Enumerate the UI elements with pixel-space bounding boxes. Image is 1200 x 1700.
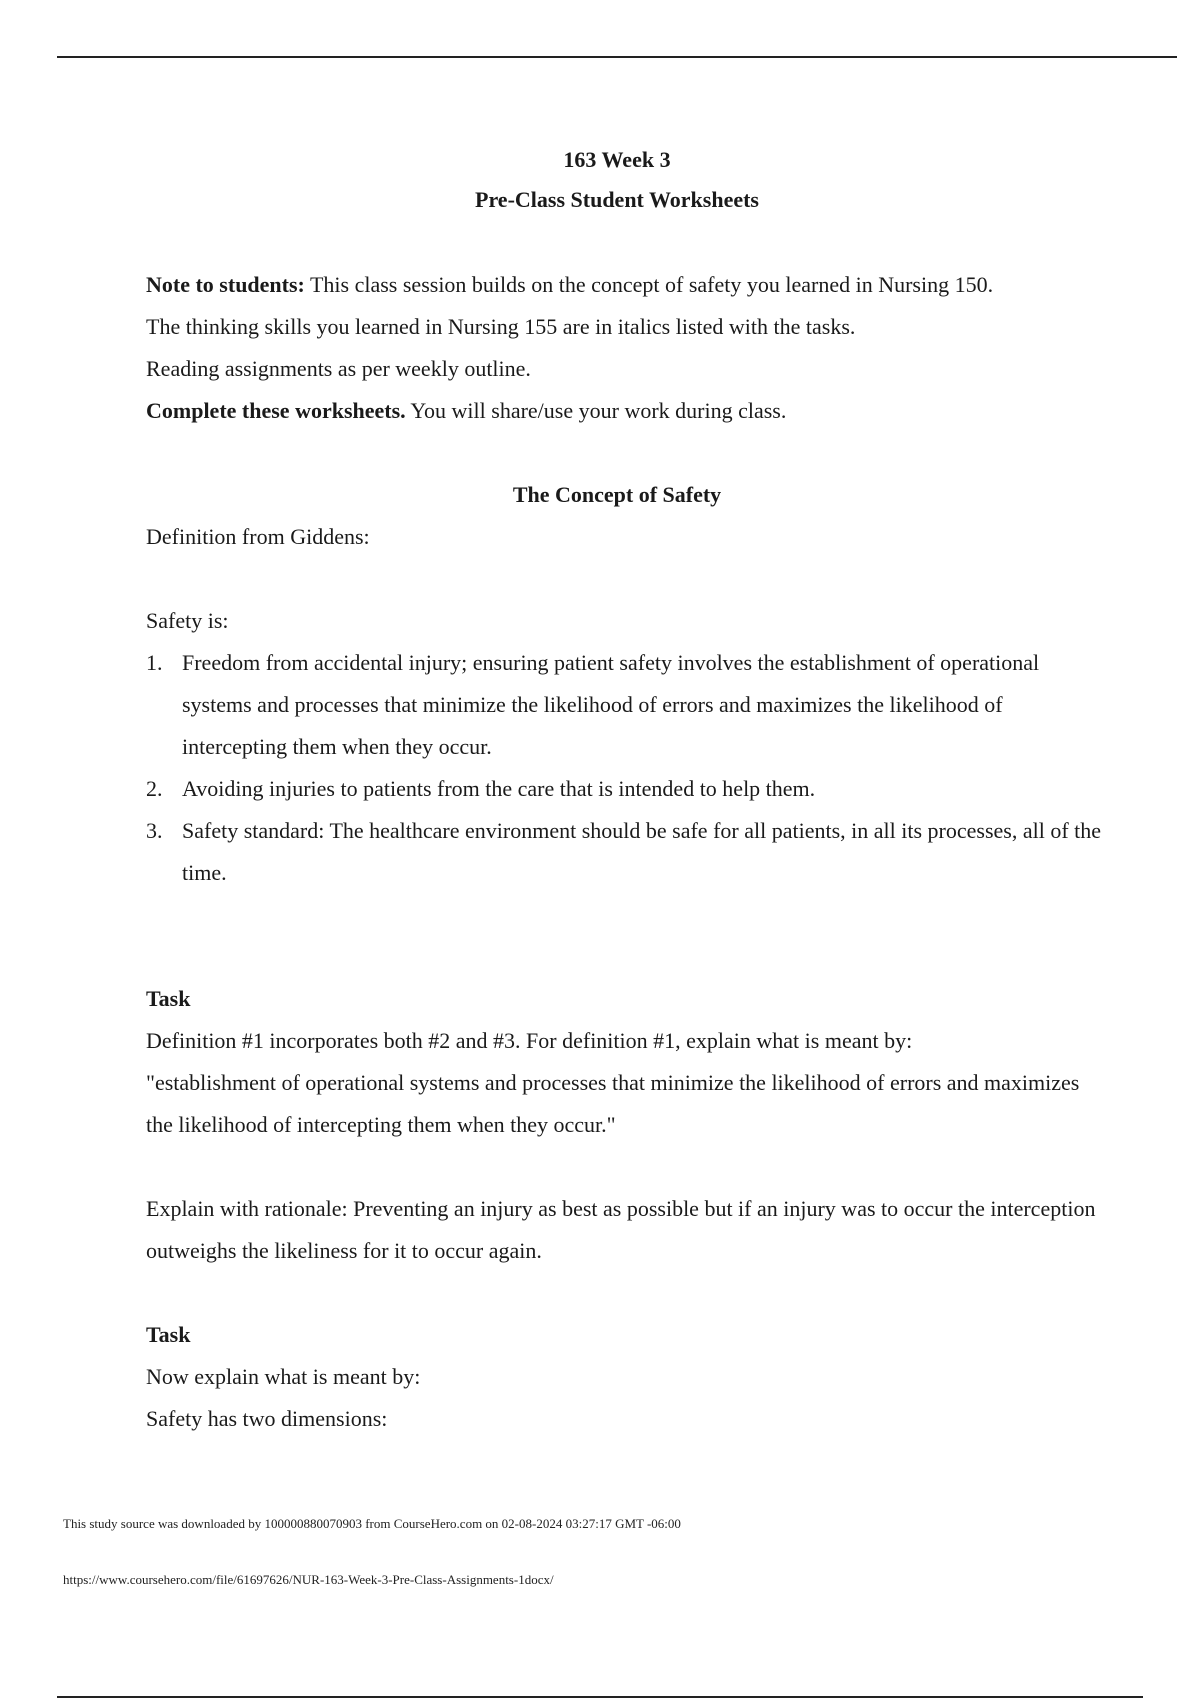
list-text: Safety standard: The healthcare environment should be safe for all patients, in all its processes, all of the time. xyxy=(182,818,1102,885)
title-line-1: 163 Week 3 xyxy=(563,147,671,172)
section-heading: The Concept of Safety xyxy=(512,482,722,507)
intro-line-2: The thinking skills you learned in Nursing 155 are in italics listed with the tasks. xyxy=(146,314,856,339)
top-rule xyxy=(57,56,1177,58)
document-title xyxy=(146,140,1088,220)
note-paragraph xyxy=(146,264,1106,306)
task-2-dimensions: Safety has two dimensions: xyxy=(146,1406,388,1431)
title-line-2: Pre-Class Student Worksheets xyxy=(475,187,759,212)
list-item xyxy=(146,768,1106,810)
document-body xyxy=(146,140,1106,1440)
task-1-label-text: Task xyxy=(146,986,191,1011)
task-1-prompt: Definition #1 incorporates both #2 and #3. For definition #1, explain what is meant by: xyxy=(146,1028,913,1053)
source-url: https://www.coursehero.com/file/61697626/NUR-163-Week-3-Pre-Class-Assignments-1docx/ xyxy=(63,1572,554,1587)
safety-is-label: Safety is: xyxy=(146,608,229,633)
task-2-label-text: Task xyxy=(146,1322,191,1347)
intro-line-3: Reading assignments as per weekly outline. xyxy=(146,356,531,381)
task-2-prompt: Now explain what is meant by: xyxy=(146,1364,421,1389)
list-item xyxy=(146,810,1106,894)
list-number: 1. xyxy=(146,650,163,675)
list-number: 2. xyxy=(146,776,163,801)
definition-label: Definition from Giddens: xyxy=(146,524,370,549)
list-text: Avoiding injuries to patients from the care that is intended to help them. xyxy=(182,776,816,801)
complete-label: Complete these worksheets. xyxy=(146,398,406,423)
task-1-label xyxy=(146,978,1106,1020)
task-1-answer: Explain with rationale: Preventing an injury as best as possible but if an injury was to occur the interception outweighs the likeliness for it to occur again. xyxy=(146,1196,1096,1263)
task-2-label xyxy=(146,1314,1106,1356)
complete-text: You will share/use your work during class. xyxy=(405,398,787,423)
note-text: This class session builds on the concept of safety you learned in Nursing 150. xyxy=(304,272,994,297)
list-number: 3. xyxy=(146,818,163,843)
list-text: Freedom from accidental injury; ensuring patient safety involves the establishment of operational systems and processes that minimize the likelihood of errors and maximizes the likelihood of intercepting them when they occur. xyxy=(182,650,1040,759)
list-item xyxy=(146,642,1106,768)
safety-definition-list xyxy=(146,642,1106,894)
task-1-quote: "establishment of operational systems and processes that minimize the likelihood of errors and maximizes the likelihood of intercepting them when they occur." xyxy=(146,1070,1080,1137)
download-source-note: This study source was downloaded by 100000880070903 from CourseHero.com on 02-08-2024 03:27:17 GMT -06:00 xyxy=(63,1516,681,1531)
complete-paragraph xyxy=(146,390,1106,432)
bottom-rule xyxy=(57,1696,1143,1698)
note-label: Note to students: xyxy=(146,272,305,297)
